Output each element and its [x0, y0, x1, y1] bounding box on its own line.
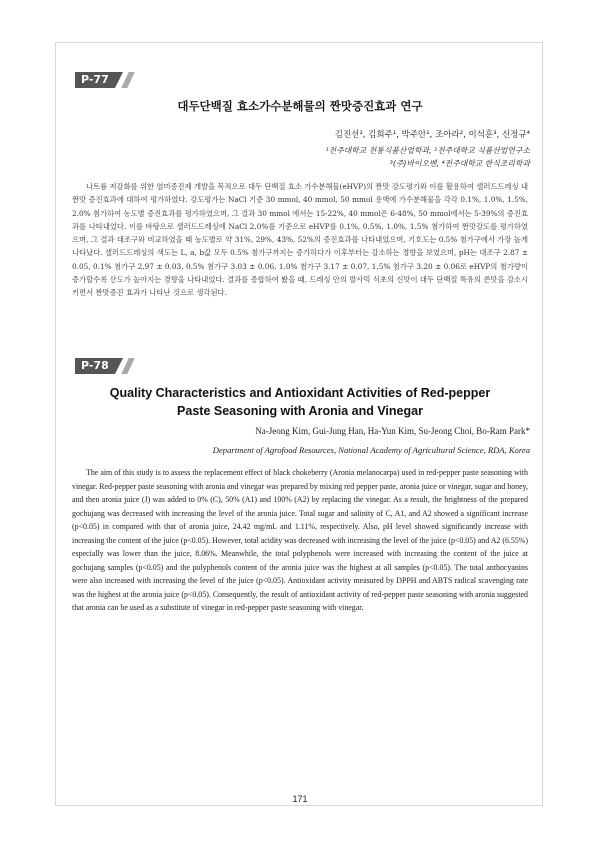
article-title [0, 384, 600, 420]
article-abstract [72, 180, 528, 300]
article-abstract [72, 466, 528, 615]
article-affiliation: ¹전주대학교 전통식품산업학과, ²전주대학교 식품산업연구소 [325, 146, 530, 155]
article-authors: Na-Jeong Kim, Gui-Jung Han, Ha-Yun Kim, Su-Jeong Choi, Bo-Ram Park* [255, 426, 530, 436]
abstract-paragraph: 나트륨 저감화를 위한 염미증진제 개발을 목적으로 대두 단백질 효소 가수분해물(eHVP)의 짠맛 강도평가와 이를 활용하여 샐러드드레싱 내 짠맛 증진효과에 대하여 평가하였다. 강도평가는 NaCl 기준 30 mmol, 40 mmol, 50 mmol 용액에 가수분해물을 각각 0.1%, 1.0%, 1.5%, 2.0% 첨가하여 농도별 증진효과를 평가하였으며, 그 결과 30 mmol 에서는 15-22%, 40 mmol은 6-48%, 50 mmol에서는 5-39%의 증진효과를 나타내었다. 이를 바탕으로 샐러드드레싱에 NaCl 2.0%를 기준으로 eHVP를 0.1%, 0.5%, 1.0%, 1.5% 첨가하여 짠맛강도를 평가하였으며, 그 결과 대조구와 비교하였을 때 농도별로 약 31%, 29%, 43%, 52%의 증진효과를 나타내었으며, 기호도는 0.5% 첨가구에서 가장 높게 나타났다. 샐러드드레싱의 색도는 L, a, b값 모두 0.5% 첨가구까지는 증가하다가 이후부터는 감소하는 경향을 보였으며, pH는 대조구 2.87 ± 0.05, 0.1% 첨가구 2.97 ± 0.03, 0.5% 첨가구 3.03 ± 0.06, 1.0% 첨가구 3.17 ± 0.07, 1.5% 첨가구 3.20 ± 0.06로 eHVP의 첨가량이 증가할수록 산도가 높아지는 경향을 나타내었다. 결과를 종합하여 봤을 때, 드레싱 안의 발사믹 식초의 신맛이 대두 단백질 특유의 쓴맛을 감소시키면서 짠맛증진 효과가 나타난 것으로 생각된다. [72, 182, 528, 298]
badge-label: P-78 [75, 358, 115, 374]
abstract-paragraph: The aim of this study is to assess the replacement effect of black chokeberry (Aronia melanocarpa) used in red-pepper paste seasoning with vinegar. Red-pepper paste seasoning with aronia and vinegar was prepared by mixing red pepper paste, aronia juice or vinegar, sugar and honey, and then aronia juice (J) was added to 0% (C), 50% (A1) and 100% (A2) by replacing the vinegar. As a result, the brightness of the prepared gochujang was decreased with increasing the level of the aronia juice. Total sugar and salinity of C, A1, and A2 showed a significant increase (p<0.05) in compared with that of aronia juice, 24.42 mg/mL and 1.11%, respectively. Also, pH level showed significantly increase with increasing the content of the juice (p<0.05). However, total acidity was decreased with increasing the level of the juice (p<0.05) and A2 (6.55%) especially was lower than the juice, 8.06%. Meanwhile, the total polyphenols were increased with increasing the content of the juice at gochujang samples (p<0.05) and the polyphenols content of the aronia juice was the highest at all samples (p<0.05). The total anthocyanins were also increased with increasing the level of the juice (p<0.05). Antioxidant activity measured by DPPH and ABTS radical scavenging rate was the highest at the aronia juice (p<0.05). Consequently, the result of antioxidant activity of red-pepper paste seasoning with aronia suggested that aronia can be used as a substitute of vinegar in red-pepper paste seasoning with vinegar. [72, 468, 528, 612]
page-border [55, 42, 543, 806]
page-number: 171 [292, 794, 308, 804]
article-title: 대두단백질 효소가수분해물의 짠맛증진효과 연구 [177, 99, 423, 113]
title-line: Paste Seasoning with Aronia and Vinegar [177, 404, 423, 418]
article-badge [75, 358, 131, 374]
article-affiliation: Department of Agrofood Resources, National Academy of Agricultural Science, RDA, Korea [212, 445, 530, 455]
article-badge [75, 72, 131, 88]
article-authors: 김진선¹, 김희주¹, 박주안¹, 조아라², 이석훈³, 신정규⁴ [334, 130, 530, 140]
article-affiliation: ³(주)바이오벤, ⁴전주대학교 한식조리학과 [389, 159, 530, 168]
title-line: Quality Characteristics and Antioxidant Activities of Red-pepper [109, 386, 491, 400]
badge-label: P-77 [75, 72, 115, 88]
